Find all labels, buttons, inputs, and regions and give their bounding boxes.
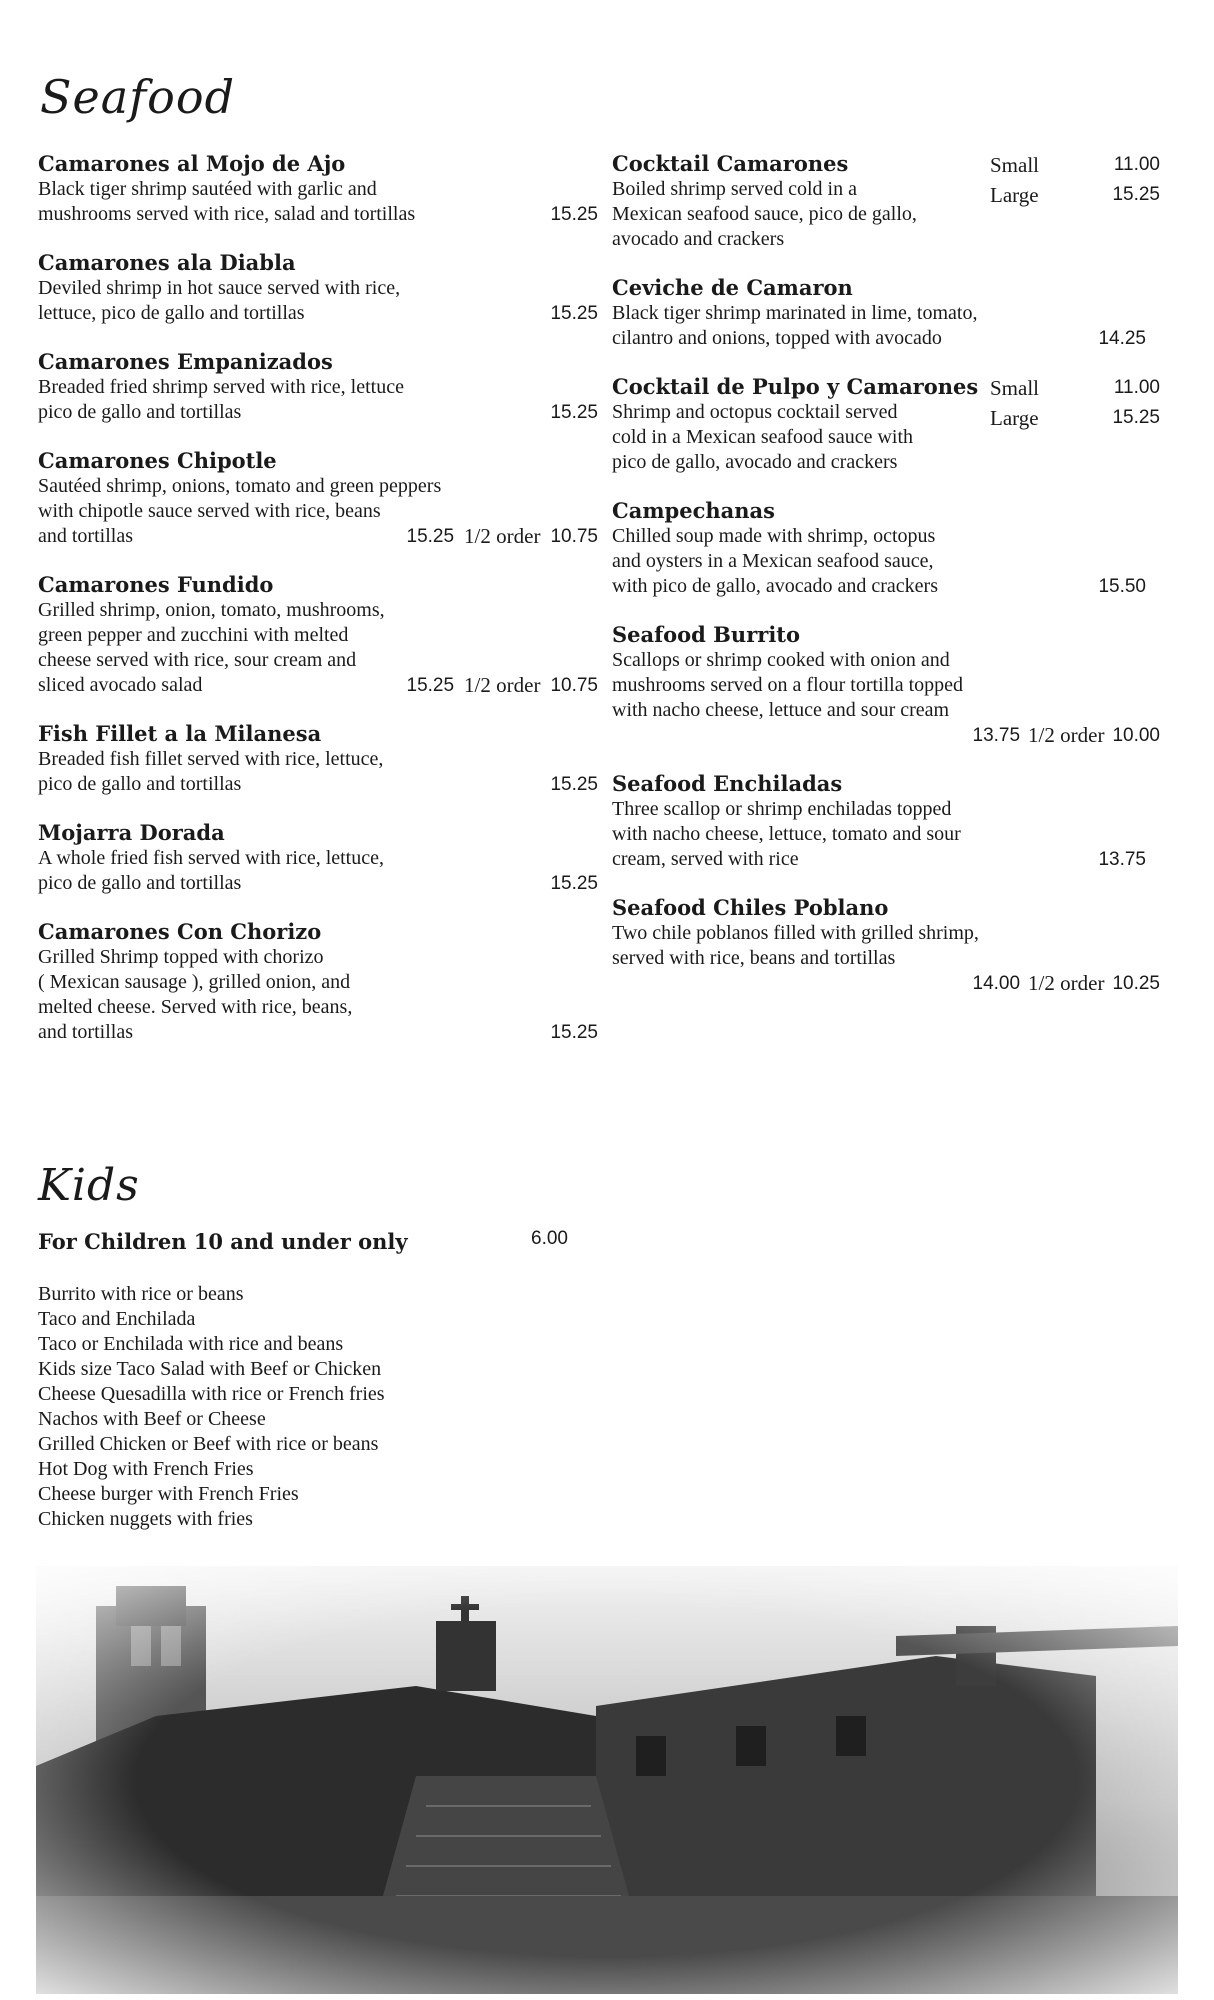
kids-price: 6.00	[531, 1228, 568, 1249]
price-set	[973, 971, 1161, 996]
price: 15.25	[550, 204, 598, 225]
menu-item	[38, 447, 598, 549]
description-line: Sautéed shrimp, onions, tomato and green peppers	[38, 475, 442, 497]
price-row	[38, 524, 598, 549]
description-line: cold in a Mexican seafood sauce with	[612, 426, 914, 448]
description-line: pico de gallo, avocado and crackers	[612, 451, 898, 473]
menu-item	[612, 770, 1172, 872]
seafood-right-column	[612, 150, 1172, 1018]
menu-item-name: Camarones ala Diabla	[38, 250, 296, 275]
description-line: melted cheese. Served with rice, beans,	[38, 996, 353, 1018]
price-row	[38, 400, 598, 425]
half-order-price: 10.25	[1112, 973, 1160, 994]
kids-list-item: Kids size Taco Salad with Beef or Chicken	[38, 1358, 382, 1380]
menu-item-description	[38, 177, 598, 227]
description-line: Deviled shrimp in hot sauce served with rice,	[38, 277, 401, 299]
price-row	[612, 847, 1172, 872]
description-line: Boiled shrimp served cold in a	[612, 178, 857, 200]
description-line: with chipotle sauce served with rice, beans	[38, 500, 381, 522]
kids-list	[38, 1282, 385, 1532]
description-line: avocado and crackers	[612, 228, 785, 250]
description-line: lettuce, pico de gallo and tortillas	[38, 302, 305, 324]
description-line: mushrooms served on a flour tortilla topped	[612, 674, 964, 696]
description-line: sliced avocado salad	[38, 674, 203, 696]
description-line: mushrooms served with rice, salad and tortillas	[38, 203, 416, 225]
description-line: with pico de gallo, avocado and crackers	[612, 575, 938, 597]
price-row	[612, 971, 1172, 996]
kids-list-item: Cheese burger with French Fries	[38, 1483, 299, 1505]
description-line: cheese served with rice, sour cream and	[38, 649, 357, 671]
menu-item	[612, 150, 1172, 252]
size-row	[990, 180, 1160, 210]
kids-list-item: Grilled Chicken or Beef with rice or beans	[38, 1433, 379, 1455]
menu-item-name: Campechanas	[612, 498, 775, 523]
menu-item	[612, 621, 1172, 748]
half-order-label: 1/2 order	[464, 673, 541, 697]
menu-item	[612, 373, 1172, 475]
price: 15.25	[550, 873, 598, 894]
price: 15.25	[406, 526, 455, 547]
description-line: and oysters in a Mexican seafood sauce,	[612, 550, 934, 572]
price-set	[407, 673, 599, 698]
description-line: Black tiger shrimp sautéed with garlic and	[38, 178, 377, 200]
half-order-label: 1/2 order	[1028, 971, 1105, 995]
menu-item-name: Mojarra Dorada	[38, 820, 225, 845]
size-row	[990, 150, 1160, 180]
description-line: and tortillas	[38, 525, 133, 547]
menu-item-name: Camarones al Mojo de Ajo	[38, 151, 346, 176]
menu-item-name: Cocktail Camarones	[612, 151, 849, 176]
menu-item-description	[38, 598, 598, 698]
price-set	[973, 723, 1161, 748]
description-line: green pepper and zucchini with melted	[38, 624, 349, 646]
menu-item	[38, 571, 598, 698]
price: 15.25	[550, 402, 598, 423]
seafood-left-column	[38, 150, 598, 1067]
kids-title: Kids	[38, 1160, 140, 1211]
menu-item	[612, 497, 1172, 599]
size-prices	[990, 373, 1160, 433]
description-line: served with rice, beans and tortillas	[612, 947, 896, 969]
description-line: Mexican seafood sauce, pico de gallo,	[612, 203, 917, 225]
menu-item-name: Cocktail de Pulpo y Camarones	[612, 374, 979, 399]
price-set	[407, 524, 599, 549]
half-order-price: 10.75	[550, 526, 598, 547]
menu-item	[612, 274, 1172, 351]
description-line: A whole fried fish served with rice, lettuce,	[38, 847, 384, 869]
menu-item-description	[38, 474, 598, 549]
description-line: pico de gallo and tortillas	[38, 401, 242, 423]
menu-item-name: Camarones Con Chorizo	[38, 919, 322, 944]
description-line: cilantro and onions, topped with avocado	[612, 327, 942, 349]
menu-item	[38, 819, 598, 896]
size-label: Small	[990, 153, 1040, 177]
kids-list-item: Hot Dog with French Fries	[38, 1458, 254, 1480]
price-row	[38, 301, 598, 326]
church-photo	[36, 1566, 1178, 1994]
menu-item-description	[38, 846, 598, 896]
kids-list-item: Burrito with rice or beans	[38, 1283, 244, 1305]
kids-heading: For Children 10 and under only	[38, 1229, 408, 1254]
description-line: Breaded fried shrimp served with rice, lettuce	[38, 376, 404, 398]
half-order-price: 10.00	[1112, 725, 1160, 746]
kids-list-item: Chicken nuggets with fries	[38, 1508, 253, 1530]
size-price: 15.25	[1112, 407, 1160, 428]
menu-item	[38, 249, 598, 326]
menu-item-description	[38, 747, 598, 797]
description-line: pico de gallo and tortillas	[38, 872, 242, 894]
description-line: Grilled Shrimp topped with chorizo	[38, 946, 324, 968]
price: 15.25	[550, 1022, 598, 1043]
menu-item-description	[612, 648, 1172, 748]
price: 15.25	[550, 774, 598, 795]
description-line: ( Mexican sausage ), grilled onion, and	[38, 971, 351, 993]
description-line: Chilled soup made with shrimp, octopus	[612, 525, 936, 547]
description-line: with nacho cheese, lettuce and sour cream	[612, 699, 950, 721]
seafood-title: Seafood	[40, 70, 236, 124]
menu-item-name: Camarones Empanizados	[38, 349, 333, 374]
description-line: Shrimp and octopus cocktail served	[612, 401, 898, 423]
price: 14.00	[972, 973, 1021, 994]
menu-item-name: Seafood Enchiladas	[612, 771, 843, 796]
price-row	[612, 574, 1172, 599]
menu-item-name: Camarones Fundido	[38, 572, 274, 597]
menu-item	[38, 918, 598, 1045]
description-line: Breaded fish fillet served with rice, lettuce,	[38, 748, 384, 770]
price-row	[38, 202, 598, 227]
menu-item-description	[38, 375, 598, 425]
menu-item	[38, 720, 598, 797]
half-order-label: 1/2 order	[1028, 723, 1105, 747]
size-row	[990, 373, 1160, 403]
menu-item-description	[38, 276, 598, 326]
size-prices	[990, 150, 1160, 210]
size-price: 11.00	[1113, 377, 1160, 398]
kids-list-item: Taco or Enchilada with rice and beans	[38, 1333, 344, 1355]
description-line: and tortillas	[38, 1021, 133, 1043]
size-label: Large	[990, 406, 1039, 430]
menu-item-name: Camarones Chipotle	[38, 448, 277, 473]
menu-item-description	[612, 921, 1172, 996]
kids-list-item: Taco and Enchilada	[38, 1308, 196, 1330]
price: 15.25	[406, 675, 455, 696]
price-row	[38, 871, 598, 896]
price-row	[38, 673, 598, 698]
price-row	[38, 1020, 598, 1045]
price: 13.75	[972, 725, 1021, 746]
kids-list-item: Cheese Quesadilla with rice or French fries	[38, 1383, 385, 1405]
description-line: Three scallop or shrimp enchiladas topped	[612, 798, 952, 820]
description-line: Scallops or shrimp cooked with onion and	[612, 649, 950, 671]
size-label: Small	[990, 376, 1040, 400]
church-photo-image	[36, 1566, 1178, 1994]
menu-item-name: Ceviche de Camaron	[612, 275, 853, 300]
menu-item-description	[612, 524, 1172, 599]
price: 15.50	[1098, 576, 1146, 597]
menu-item	[612, 894, 1172, 996]
size-price: 15.25	[1112, 184, 1160, 205]
description-line: Black tiger shrimp marinated in lime, tomato,	[612, 302, 978, 324]
kids-list-item: Nachos with Beef or Cheese	[38, 1408, 266, 1430]
description-line: pico de gallo and tortillas	[38, 773, 242, 795]
menu-item-name: Seafood Burrito	[612, 622, 801, 647]
menu-item-name: Seafood Chiles Poblano	[612, 895, 889, 920]
price: 13.75	[1098, 849, 1146, 870]
description-line: with nacho cheese, lettuce, tomato and sour	[612, 823, 961, 845]
size-row	[990, 403, 1160, 433]
half-order-price: 10.75	[550, 675, 598, 696]
menu-item	[38, 150, 598, 227]
kids-heading-row	[38, 1228, 568, 1255]
price-row	[612, 326, 1172, 351]
menu-item-name: Fish Fillet a la Milanesa	[38, 721, 322, 746]
price-row	[612, 723, 1172, 748]
size-price: 11.00	[1113, 154, 1160, 175]
menu-item	[38, 348, 598, 425]
half-order-label: 1/2 order	[464, 524, 541, 548]
menu-item-description	[612, 797, 1172, 872]
description-line: Grilled shrimp, onion, tomato, mushrooms,	[38, 599, 385, 621]
price: 14.25	[1098, 328, 1146, 349]
size-label: Large	[990, 183, 1039, 207]
description-line: cream, served with rice	[612, 848, 799, 870]
menu-item-description	[38, 945, 598, 1045]
price: 15.25	[550, 303, 598, 324]
menu-item-description	[612, 301, 1172, 351]
price-row	[38, 772, 598, 797]
description-line: Two chile poblanos filled with grilled shrimp,	[612, 922, 979, 944]
